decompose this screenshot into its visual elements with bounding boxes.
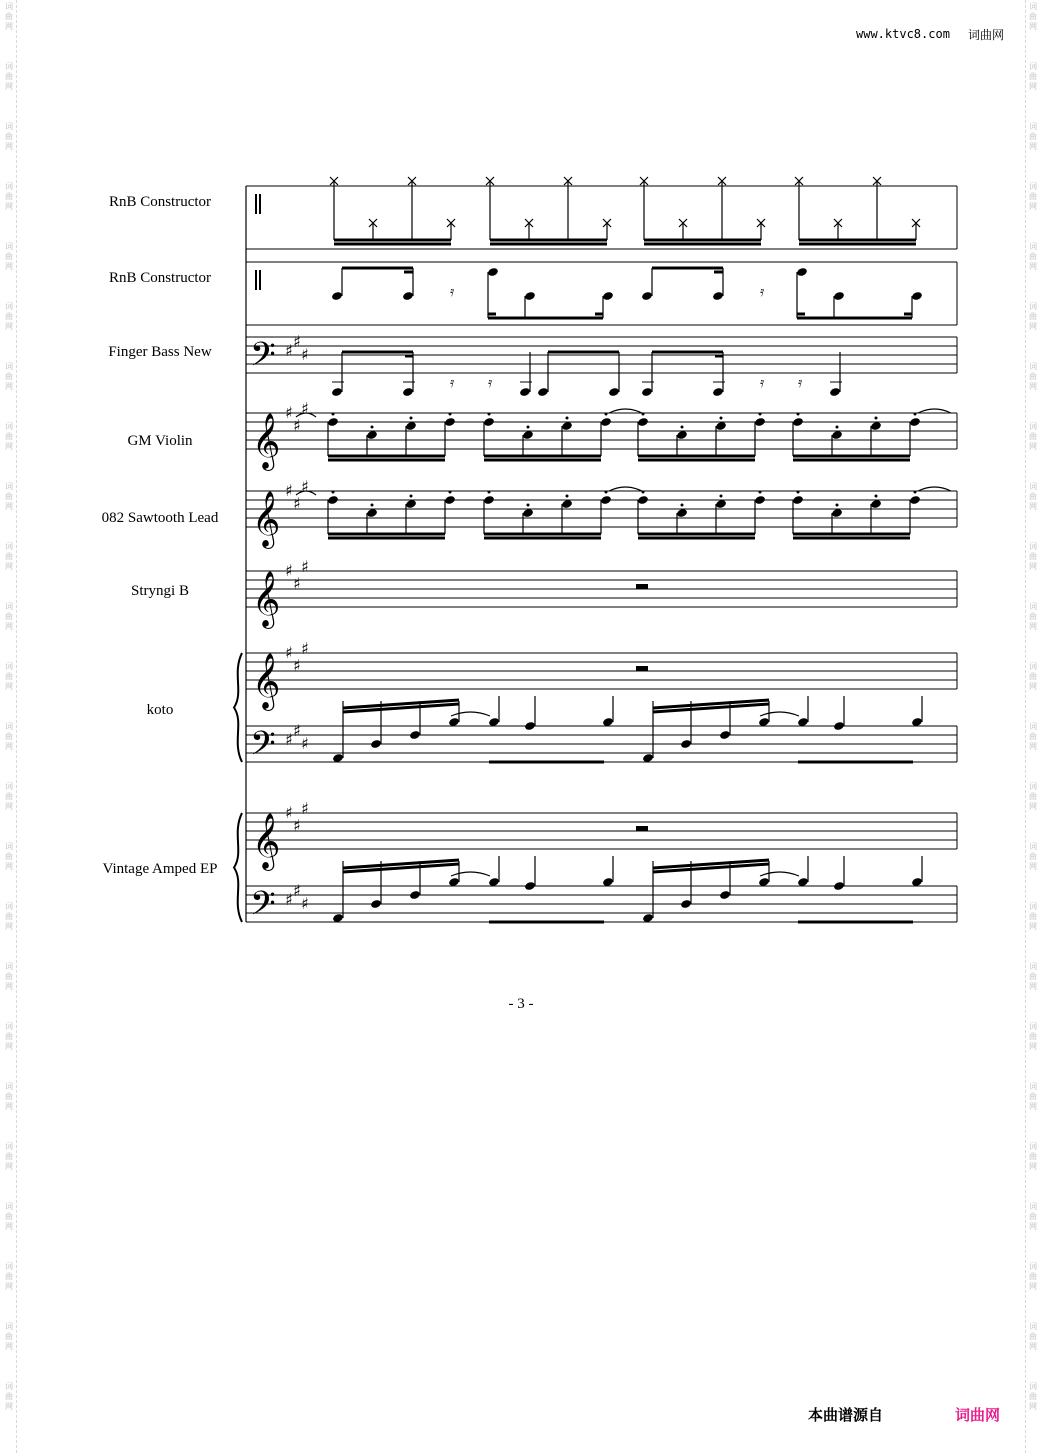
sharp-sign: ♯	[293, 494, 301, 513]
watermark-glyphs: 词 曲 网	[1029, 122, 1037, 151]
watermark-glyphs: 词 曲 网	[5, 242, 13, 271]
sharp-sign: ♯	[285, 403, 293, 422]
sharp-sign: ♯	[293, 656, 301, 675]
staccato-dot	[332, 491, 335, 494]
watermark-glyphs: 词 曲 网	[1029, 62, 1037, 91]
staccato-dot	[875, 417, 878, 420]
sharp-sign: ♯	[301, 894, 309, 913]
sharp-sign: ♯	[285, 643, 293, 662]
watermark-glyphs: 词 曲 网	[1029, 602, 1037, 631]
note-head	[602, 291, 614, 301]
watermark-glyphs: 词 曲 网	[1029, 362, 1037, 391]
treble-clef: 𝄞	[252, 413, 281, 469]
tie-arc	[760, 872, 799, 876]
note-head	[370, 739, 382, 749]
staccato-dot	[371, 504, 374, 507]
note-head	[792, 495, 804, 505]
watermark-glyphs: 词 曲 网	[1029, 2, 1037, 31]
watermark-glyphs: 词 曲 网	[1029, 782, 1037, 811]
sharp-sign: ♯	[293, 574, 301, 593]
watermark-glyphs: 词 曲 网	[5, 422, 13, 451]
watermark-glyphs: 词 曲 网	[5, 1382, 13, 1411]
watermark-glyphs: 词 曲 网	[1029, 1322, 1037, 1351]
watermark-glyphs: 词 曲 网	[5, 2, 13, 31]
staccato-dot	[720, 417, 723, 420]
note-head	[409, 730, 421, 740]
staccato-dot	[681, 426, 684, 429]
note-head	[754, 495, 766, 505]
note-head	[524, 291, 536, 301]
bass-clef: 𝄢	[250, 336, 276, 382]
note-head	[519, 387, 531, 397]
sharp-sign: ♯	[301, 477, 309, 496]
sharp-sign: ♯	[285, 803, 293, 822]
whole-rest	[636, 826, 648, 831]
page-number: - 3 -	[508, 996, 534, 1012]
watermark-glyphs: 词 曲 网	[5, 902, 13, 931]
instrument-label-rnb-constructor-1: RnB Constructor	[108, 194, 212, 210]
watermark-glyphs: 词 曲 网	[5, 62, 13, 91]
watermark-glyphs: 词 曲 网	[1029, 842, 1037, 871]
staccato-dot	[410, 417, 413, 420]
watermark-glyphs: 词 曲 网	[5, 782, 13, 811]
header-url[interactable]: www.ktvc8.com	[856, 27, 950, 41]
treble-clef: 𝄞	[252, 653, 281, 709]
note-head	[754, 417, 766, 427]
staccato-dot	[566, 495, 569, 498]
grand-staff-brace	[234, 653, 242, 762]
sharp-sign: ♯	[293, 332, 301, 351]
watermark-glyphs: 词 曲 网	[5, 302, 13, 331]
staccato-dot	[875, 495, 878, 498]
sharp-sign: ♯	[301, 639, 309, 658]
watermark-glyphs: 词 曲 网	[5, 662, 13, 691]
bass-clef: 𝄢	[250, 725, 276, 771]
header-brand: 词曲网	[968, 28, 1005, 42]
note-head	[637, 417, 649, 427]
watermark-glyphs: 词 曲 网	[5, 1142, 13, 1171]
sixteenth-rest: 𝄿	[798, 375, 803, 391]
staccato-dot	[488, 491, 491, 494]
note-head	[796, 267, 808, 277]
watermark-glyphs: 词 曲 网	[5, 1022, 13, 1051]
watermark-glyphs: 词 曲 网	[1029, 422, 1037, 451]
note-head	[524, 721, 536, 731]
staccato-dot	[527, 504, 530, 507]
staccato-dot	[797, 413, 800, 416]
note-head	[370, 899, 382, 909]
note-head	[524, 881, 536, 891]
watermark-glyphs: 词 曲 网	[5, 482, 13, 511]
note-head	[327, 417, 339, 427]
watermark-glyphs: 词 曲 网	[5, 962, 13, 991]
sixteenth-rest: 𝄿	[450, 284, 455, 300]
note-head	[600, 417, 612, 427]
staccato-dot	[720, 495, 723, 498]
sixteenth-rest: 𝄿	[450, 375, 455, 391]
staccato-dot	[605, 413, 608, 416]
staccato-dot	[914, 413, 917, 416]
staccato-dot	[759, 491, 762, 494]
treble-clef: 𝄞	[252, 813, 281, 869]
tie-arc	[609, 409, 642, 413]
watermark-glyphs: 词 曲 网	[1029, 542, 1037, 571]
tie-arc	[760, 712, 799, 716]
whole-rest	[636, 666, 648, 671]
sharp-sign: ♯	[293, 721, 301, 740]
staccato-dot	[371, 426, 374, 429]
sharp-sign: ♯	[301, 557, 309, 576]
staccato-dot	[566, 417, 569, 420]
note-head	[600, 495, 612, 505]
staccato-dot	[759, 413, 762, 416]
whole-rest	[636, 584, 648, 589]
instrument-label-gm-violin: GM Violin	[127, 433, 193, 449]
sharp-sign: ♯	[293, 416, 301, 435]
watermark-glyphs: 词 曲 网	[5, 1322, 13, 1351]
sharp-sign: ♯	[293, 881, 301, 900]
note-head	[712, 387, 724, 397]
instrument-label-sawtooth-lead: 082 Sawtooth Lead	[101, 510, 219, 526]
watermark-glyphs: 词 曲 网	[1029, 662, 1037, 691]
note-head	[911, 291, 923, 301]
note-head	[680, 899, 692, 909]
watermark-glyphs: 词 曲 网	[5, 602, 13, 631]
note-head	[833, 721, 845, 731]
note-head	[712, 291, 724, 301]
watermark-glyphs: 词 曲 网	[5, 722, 13, 751]
note-head	[327, 495, 339, 505]
watermark-glyphs: 词 曲 网	[5, 1082, 13, 1111]
watermark-glyphs: 词 曲 网	[1029, 1202, 1037, 1231]
footer-source-label: 本曲谱源自	[808, 1406, 884, 1424]
watermark-glyphs: 词 曲 网	[1029, 1082, 1037, 1111]
tie-arc	[451, 872, 490, 876]
note-head	[331, 291, 343, 301]
instrument-label-vintage-amped-ep: Vintage Amped EP	[102, 861, 218, 877]
staccato-dot	[488, 413, 491, 416]
watermark-glyphs: 词 曲 网	[5, 362, 13, 391]
sharp-sign: ♯	[301, 345, 309, 364]
note-head	[680, 739, 692, 749]
grand-staff-brace	[234, 813, 242, 922]
watermark-glyphs: 词 曲 网	[1029, 902, 1037, 931]
watermark-glyphs: 词 曲 网	[5, 1262, 13, 1291]
watermark-glyphs: 词 曲 网	[1029, 242, 1037, 271]
treble-clef: 𝄞	[252, 571, 281, 627]
instrument-label-koto: koto	[146, 702, 174, 718]
watermark-glyphs: 词 曲 网	[5, 1202, 13, 1231]
sharp-sign: ♯	[301, 399, 309, 418]
watermark-glyphs: 词 曲 网	[1029, 182, 1037, 211]
staccato-dot	[449, 413, 452, 416]
note-head	[719, 890, 731, 900]
sharp-sign: ♯	[293, 816, 301, 835]
note-head	[792, 417, 804, 427]
staccato-dot	[449, 491, 452, 494]
tie-arc	[918, 487, 951, 491]
staccato-dot	[527, 426, 530, 429]
watermark-glyphs: 词 曲 网	[1029, 1022, 1037, 1051]
staccato-dot	[836, 426, 839, 429]
note-head	[483, 495, 495, 505]
instrument-label-rnb-constructor-2: RnB Constructor	[108, 270, 212, 286]
staccato-dot	[797, 491, 800, 494]
sharp-sign: ♯	[285, 561, 293, 580]
staccato-dot	[410, 495, 413, 498]
instrument-label-stryngi-b: Stryngi B	[131, 583, 189, 599]
note-head	[637, 495, 649, 505]
note-head	[909, 495, 921, 505]
watermark-glyphs: 词 曲 网	[1029, 722, 1037, 751]
tie-arc	[609, 487, 642, 491]
staccato-dot	[681, 504, 684, 507]
instrument-label-finger-bass-new: Finger Bass New	[108, 344, 212, 360]
footer-brand[interactable]: 词曲网	[955, 1406, 1001, 1424]
sharp-sign: ♯	[301, 799, 309, 818]
staccato-dot	[332, 413, 335, 416]
sharp-sign: ♯	[301, 734, 309, 753]
note-head	[331, 387, 343, 397]
note-head	[641, 387, 653, 397]
sharp-sign: ♯	[285, 730, 293, 749]
note-head	[487, 267, 499, 277]
watermark-glyphs: 词 曲 网	[1029, 1382, 1037, 1411]
sixteenth-rest: 𝄿	[488, 375, 493, 391]
watermark-glyphs: 词 曲 网	[1029, 962, 1037, 991]
note-head	[909, 417, 921, 427]
sharp-sign: ♯	[285, 481, 293, 500]
watermark-glyphs: 词 曲 网	[5, 122, 13, 151]
note-head	[608, 387, 620, 397]
note-head	[444, 417, 456, 427]
note-head	[409, 890, 421, 900]
note-head	[641, 291, 653, 301]
sharp-sign: ♯	[285, 890, 293, 909]
watermark-glyphs: 词 曲 网	[1029, 1262, 1037, 1291]
watermark-glyphs: 词 曲 网	[1029, 482, 1037, 511]
note-head	[402, 291, 414, 301]
sharp-sign: ♯	[285, 341, 293, 360]
staccato-dot	[914, 491, 917, 494]
watermark-glyphs: 词 曲 网	[5, 182, 13, 211]
watermark-glyphs: 词 曲 网	[5, 842, 13, 871]
watermark-glyphs: 词 曲 网	[5, 542, 13, 571]
note-head	[444, 495, 456, 505]
tie-arc	[918, 409, 951, 413]
note-head	[402, 387, 414, 397]
note-head	[829, 387, 841, 397]
note-head	[833, 881, 845, 891]
note-head	[833, 291, 845, 301]
note-head	[483, 417, 495, 427]
staccato-dot	[836, 504, 839, 507]
watermark-glyphs: 词 曲 网	[1029, 302, 1037, 331]
treble-clef: 𝄞	[252, 491, 281, 547]
sixteenth-rest: 𝄿	[760, 375, 765, 391]
watermark-glyphs: 词 曲 网	[1029, 1142, 1037, 1171]
tie-arc	[451, 712, 490, 716]
sixteenth-rest: 𝄿	[760, 284, 765, 300]
bass-clef: 𝄢	[250, 885, 276, 931]
note-head	[537, 387, 549, 397]
note-head	[719, 730, 731, 740]
staccato-dot	[605, 491, 608, 494]
